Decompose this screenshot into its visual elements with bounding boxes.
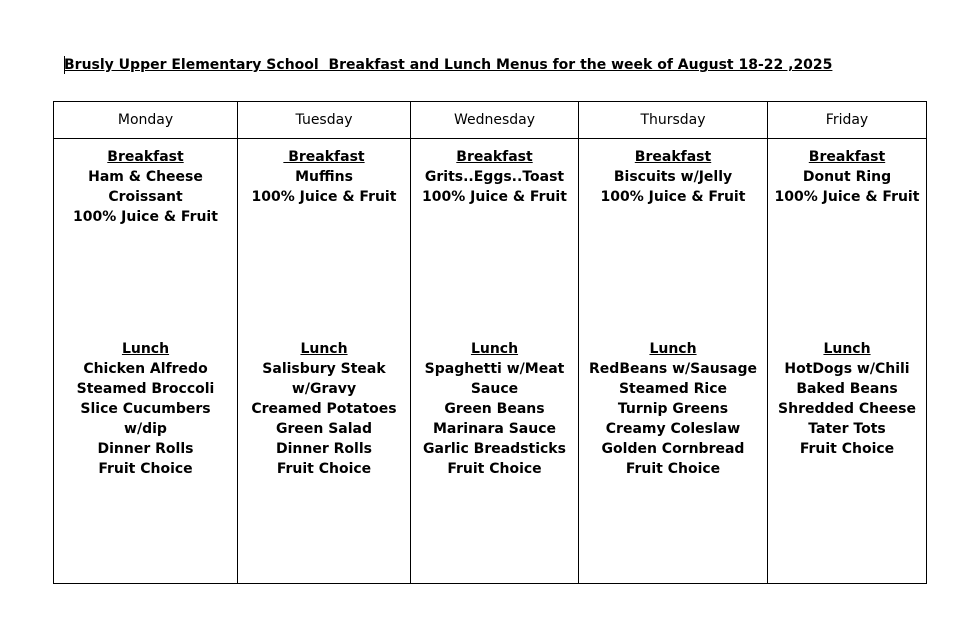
lunch-item: Dinner Rolls bbox=[97, 441, 194, 457]
breakfast-heading: Breakfast bbox=[634, 149, 712, 165]
lunch-item: Creamy Coleslaw bbox=[605, 421, 741, 437]
lunch-heading: Lunch bbox=[300, 341, 348, 357]
breakfast-block bbox=[579, 139, 767, 339]
breakfast-heading: Breakfast bbox=[107, 149, 184, 165]
breakfast-item: Muffins bbox=[295, 169, 353, 185]
lunch-item: Baked Beans bbox=[796, 381, 898, 397]
day-header-tuesday: Tuesday bbox=[238, 102, 411, 139]
lunch-block bbox=[238, 339, 410, 579]
breakfast-item: 100% Juice & Fruit bbox=[600, 189, 746, 205]
lunch-item: w/dip bbox=[124, 421, 167, 437]
lunch-item: Slice Cucumbers bbox=[80, 401, 211, 417]
menu-table bbox=[53, 101, 927, 584]
lunch-heading: Lunch bbox=[470, 341, 519, 357]
breakfast-item: Donut Ring bbox=[802, 169, 892, 185]
lunch-item: Salisbury Steak bbox=[262, 361, 386, 377]
lunch-item: w/Gravy bbox=[291, 381, 357, 397]
lunch-item: HotDogs w/Chili bbox=[784, 361, 910, 377]
lunch-item: Turnip Greens bbox=[617, 401, 729, 417]
lunch-item: Fruit Choice bbox=[447, 461, 542, 477]
breakfast-item: Grits..Eggs..Toast bbox=[424, 169, 565, 185]
menu-cell-thursday bbox=[579, 139, 768, 584]
breakfast-heading: Breakfast bbox=[283, 149, 365, 165]
menu-row bbox=[54, 139, 927, 584]
lunch-block bbox=[768, 339, 926, 579]
lunch-heading: Lunch bbox=[649, 341, 697, 357]
day-header-row bbox=[54, 102, 927, 139]
lunch-item: Fruit Choice bbox=[625, 461, 721, 477]
menu-cell-wednesday bbox=[411, 139, 579, 584]
lunch-item: Dinner Rolls bbox=[276, 441, 372, 457]
breakfast-item: 100% Juice & Fruit bbox=[422, 189, 567, 205]
lunch-block bbox=[411, 339, 578, 579]
lunch-item: RedBeans w/Sausage bbox=[589, 361, 757, 377]
lunch-item: Green Salad bbox=[275, 421, 373, 437]
lunch-item: Spaghetti w/Meat bbox=[424, 361, 565, 377]
lunch-item: Shredded Cheese bbox=[778, 401, 916, 417]
menu-cell-tuesday bbox=[238, 139, 411, 584]
lunch-block bbox=[579, 339, 767, 579]
lunch-item: Chicken Alfredo bbox=[83, 361, 208, 377]
breakfast-item: Biscuits w/Jelly bbox=[613, 169, 733, 185]
lunch-item: Steamed Rice bbox=[618, 381, 728, 397]
breakfast-block bbox=[238, 139, 410, 339]
day-header-thursday: Thursday bbox=[579, 102, 768, 139]
lunch-item: Fruit Choice bbox=[98, 461, 193, 477]
breakfast-block bbox=[54, 139, 237, 339]
lunch-item: Sauce bbox=[470, 381, 519, 397]
lunch-heading: Lunch bbox=[121, 341, 170, 357]
breakfast-heading: Breakfast bbox=[456, 149, 533, 165]
breakfast-block bbox=[768, 139, 926, 339]
day-header-friday: Friday bbox=[768, 102, 927, 139]
lunch-item: Creamed Potatoes bbox=[251, 401, 397, 417]
page-title: Brusly Upper Elementary School Breakfast and Lunch Menus for the week of August 18-22 ,2025 bbox=[64, 57, 833, 73]
lunch-item: Fruit Choice bbox=[276, 461, 372, 477]
breakfast-item: Ham & Cheese bbox=[88, 169, 203, 185]
lunch-item: Fruit Choice bbox=[799, 441, 895, 457]
lunch-item: Steamed Broccoli bbox=[76, 381, 215, 397]
breakfast-item: 100% Juice & Fruit bbox=[73, 209, 218, 225]
day-header-monday: Monday bbox=[54, 102, 238, 139]
lunch-item: Golden Cornbread bbox=[601, 441, 745, 457]
day-header-wednesday: Wednesday bbox=[411, 102, 579, 139]
breakfast-heading: Breakfast bbox=[808, 149, 886, 165]
menu-cell-monday bbox=[54, 139, 238, 584]
lunch-block bbox=[54, 339, 237, 579]
breakfast-item: Croissant bbox=[108, 189, 183, 205]
menu-cell-friday bbox=[768, 139, 927, 584]
lunch-item: Garlic Breadsticks bbox=[423, 441, 566, 457]
breakfast-block bbox=[411, 139, 578, 339]
lunch-item: Marinara Sauce bbox=[432, 421, 556, 437]
lunch-item: Green Beans bbox=[444, 401, 545, 417]
lunch-item: Tater Tots bbox=[808, 421, 886, 437]
breakfast-item: 100% Juice & Fruit bbox=[251, 189, 397, 205]
breakfast-item: 100% Juice & Fruit bbox=[774, 189, 920, 205]
lunch-heading: Lunch bbox=[823, 341, 871, 357]
